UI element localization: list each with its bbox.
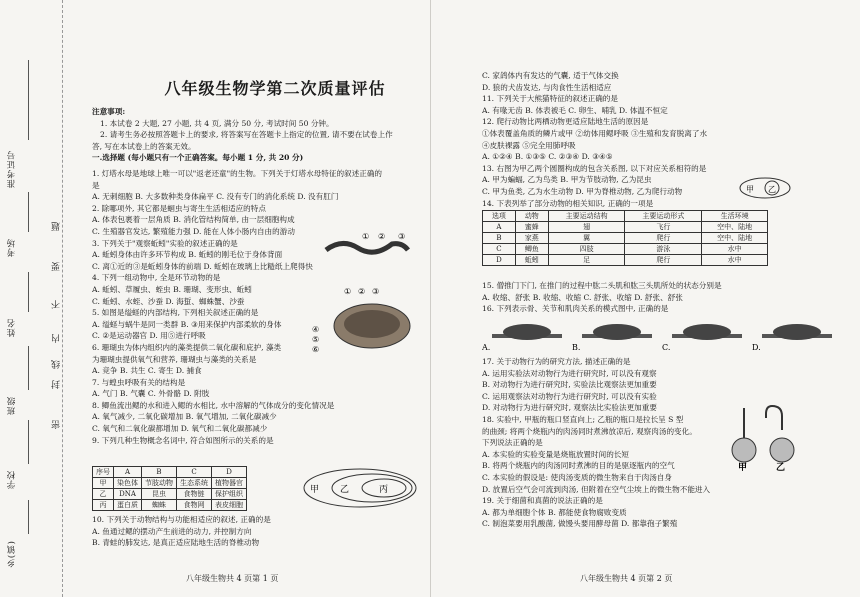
page2-questions-mid [482, 280, 842, 315]
option-label: C. [662, 343, 671, 352]
question-line: A. 蚯蚓身体由许多环节构成 B. 蚯蚓的刚毛位于身体背面 [92, 250, 283, 260]
question-line: A. 鱼通过鳃的摆动产生前进的动力, 并控制方向 [92, 526, 252, 536]
question-line: D. 放置后空气会可流到肉汤, 但附着在空气尘埃上的微生物不能进入 [482, 484, 711, 494]
fig-label: ④ [312, 325, 320, 334]
table-header: 动物 [515, 211, 548, 222]
earthworm-figure [322, 230, 412, 260]
table-cell: 足 [548, 255, 625, 266]
question-line: 19. 关于细菌和真菌的说法正确的是 [482, 496, 603, 506]
page1-notes [92, 106, 422, 164]
page1-questions-end [92, 514, 422, 549]
binding-strip [0, 0, 63, 597]
question-line: 11. 下列关于大熊猫特征的叙述正确的是 [482, 94, 618, 104]
question-line: 16. 下列表示骨、关节和肌肉关系的模式图中, 正确的是 [482, 304, 669, 314]
page-divider [430, 0, 431, 597]
table-cell: 爬行 [625, 255, 702, 266]
table-cell: 四肢 [548, 244, 625, 255]
notes-heading: 注意事项: [92, 107, 126, 116]
fill-line [28, 60, 29, 140]
question-line: A. 气门 B. 气囊 C. 外骨骼 D. 附肢 [92, 389, 210, 399]
seal-char: 线 [52, 360, 62, 369]
table-cell: 空中、陆地 [702, 233, 768, 244]
question-line: 12. 爬行动物比两栖动物更适应陆地生活的原因是 [482, 117, 649, 127]
table-cell: B [483, 233, 516, 244]
note-line: 2. 请考生务必按照答题卡上的要求, 将答案写在答题卡上指定的位置, 请不要在试卷上作 [100, 130, 393, 140]
exam-number-label: 准考证号 [7, 150, 17, 188]
table-header: 序号 [93, 467, 114, 478]
question-line: ④皮肤裸露 ⑤完全用肺呼吸 [482, 140, 576, 150]
fig-label: ② [358, 287, 366, 296]
flask-label: 甲 [738, 463, 748, 472]
table-cell: 水中 [702, 244, 768, 255]
question-line: B. 对动物行为进行研究时, 实验法比观察法更加重要 [482, 380, 657, 390]
table-cell: 翅 [548, 222, 625, 233]
page-title: 八年级生物学第二次质量评估 [164, 79, 386, 98]
question-line: 10. 下列关于动物结构与功能相适应的叙述, 正确的是 [92, 515, 271, 524]
table-header: D [212, 467, 247, 478]
table-q14 [482, 210, 768, 266]
question-line: B. 青蛙的肺发达, 是真正适应陆地生活的脊椎动物 [92, 538, 260, 548]
question-line: C. 生殖器官发达, 繁殖能力强 D. 能在人体小肠内自由的游动 [92, 226, 295, 236]
table-header: A [114, 467, 142, 478]
seal-char: 要 [52, 262, 62, 271]
flask-figure [730, 402, 800, 472]
township-label: 乡(镇) [7, 540, 17, 568]
fig-label: ② [378, 232, 386, 241]
question-line: A. 无刺细胞 B. 大多数种类身体扁平 C. 没有专门的消化系统 D. 没有肛门 [92, 192, 339, 202]
table-header: 生活环境 [702, 211, 768, 222]
table-cell: 游泳 [625, 244, 702, 255]
venn-label: 乙 [768, 185, 776, 194]
table-header: 主要运动结构 [548, 211, 625, 222]
table-cell: 飞行 [625, 222, 702, 233]
table-cell: 空中、陆地 [702, 222, 768, 233]
question-line: 15. 僧推门下门, 在推门的过程中肱二头肌和肱三头肌所处的状态分别是 [482, 281, 722, 290]
table-header: C [177, 467, 212, 478]
table-cell: 爬行 [625, 233, 702, 244]
venn-label: 甲 [310, 485, 320, 495]
venn-label: 甲 [746, 185, 754, 194]
venn-label: 丙 [379, 485, 389, 495]
question-line: 是 [92, 180, 100, 190]
fill-line [28, 346, 29, 390]
table-cell: 翼 [548, 233, 625, 244]
fig-label: ⑤ [312, 335, 320, 344]
table-cell: 食物链 [177, 489, 212, 500]
table-cell: 乙 [93, 489, 114, 500]
venn-diagram-q9 [300, 466, 420, 510]
question-line: C. 蚯蚓、水蛭、沙蚕 D. 海蜇、蜘蛛蟹、沙蚕 [92, 296, 245, 306]
seal-char: 封 [52, 380, 62, 389]
question-line: C. 家鸽体内有发达的气囊, 适于气体交换 [482, 71, 619, 80]
table-cell: 表皮细胞 [212, 500, 247, 511]
question-line: A. 都为单细胞个体 B. 都能使食物腐败变质 [482, 507, 627, 517]
fill-line [28, 272, 29, 312]
table-header: 主要运动形式 [625, 211, 702, 222]
option-label: A. [482, 343, 491, 352]
clam-figure [310, 286, 420, 358]
table-cell: 蜜蜂 [515, 222, 548, 233]
question-line: A. 收缩、舒张 B. 收缩、收缩 C. 舒张、收缩 D. 舒张、舒张 [482, 292, 683, 302]
question-line: 的曲颈; 将两个烧瓶内的肉汤同时煮沸放凉后, 观察肉汤的变化。 [482, 426, 697, 436]
seal-char: 内 [52, 334, 62, 343]
table-cell: C [483, 244, 516, 255]
muscle-joint-figures [482, 320, 842, 352]
question-line: C. 制泡菜要用乳酸菌, 做馒头要用酵母菌 D. 都靠孢子繁殖 [482, 519, 678, 529]
table-cell: D [483, 255, 516, 266]
question-line: B. 将两个烧瓶内的肉汤同时煮沸的目的是驱逐瓶内的空气 [482, 461, 675, 471]
question-line: ①体表覆盖角质的鳞片或甲 ②幼体用鳃呼吸 ③生殖和发育脱离了水 [482, 128, 708, 138]
fill-line [28, 420, 29, 464]
question-line: A. 蚯蚓、草履虫、蛭虫 B. 珊瑚、变形虫、蚯蚓 [92, 284, 252, 294]
question-line: A. 缢蛏与蜗牛是同一类群 B. ③用来保护内部柔软的身体 [92, 319, 282, 329]
section-heading: 一.选择题 (每小题只有一个正确答案。每小题 1 分, 共 20 分) [92, 153, 304, 163]
table-cell: 昆虫 [142, 489, 177, 500]
table-cell: 鲫鱼 [515, 244, 548, 255]
table-cell: 家燕 [515, 233, 548, 244]
question-line: 4. 下列一组动物中, 全是环节动物的是 [92, 273, 221, 283]
table-cell: 蛋白质 [114, 500, 142, 511]
table-cell: 食物网 [177, 500, 212, 511]
table-cell: 染色体 [114, 478, 142, 489]
question-line: 8. 鲫鱼流出鳃的水和进入鳃的水相比, 水中溶解的气体成分的变化情况是 [92, 400, 335, 410]
name-label: 姓名 [7, 318, 17, 337]
question-line: 1. 灯塔水母是地球上唯一可以"返老还童"的生物。下列关于灯塔水母特征的叙述正确的 [92, 169, 383, 178]
venn-label: 乙 [340, 485, 350, 495]
table-cell: 生态系统 [177, 478, 212, 489]
question-line: 3. 下列关于"观察蚯蚓"实验的叙述正确的是 [92, 238, 238, 248]
question-line: C. 运用观察法对动物行为进行研究时, 可以没有实验 [482, 391, 657, 401]
note-line: 1. 本试卷 2 大题, 27 小题, 共 4 页, 满分 50 分, 考试时间 50 分钟。 [100, 118, 334, 128]
question-line: C. ②是运动器官 D. 用⑤进行呼吸 [92, 331, 206, 341]
question-line: 9. 下列几种生物概念名词中, 符合如图所示的关系的是 [92, 435, 274, 445]
fill-line [28, 500, 29, 534]
question-line: 18. 实验中, 甲瓶的瓶口竖直向上; 乙瓶的瓶口是拉长呈 S 型 [482, 414, 684, 424]
table-header: 选项 [483, 211, 516, 222]
question-line: C. 本实验的假设是: 使肉汤变质的微生物来自于肉汤自身 [482, 472, 672, 482]
question-line: D. 对动物行为进行研究时, 观察法比实验法更加重要 [482, 403, 657, 413]
question-line: C. 离①近的③是蚯蚓身体的前端 D. 蚯蚓在玻璃上比糙纸上爬得快 [92, 261, 313, 271]
question-line: A. ①②④ B. ①③⑤ C. ②③④ D. ③④⑤ [482, 152, 613, 162]
exam-room-label: 考场 [7, 238, 17, 257]
question-line: 2. 除哪项外, 其它都是蛔虫与寄生生活相适应的特点 [92, 203, 266, 213]
fig-label: ③ [372, 287, 380, 296]
fig-label: ① [362, 232, 370, 241]
table-q9 [92, 466, 247, 511]
table-cell: 甲 [93, 478, 114, 489]
fig-label: ⑥ [312, 345, 320, 354]
page2-footer: 八年级生物共 4 页第 2 页 [580, 574, 673, 583]
question-line: A. 体表包裹着一层角质 B. 消化管结构简单, 由一层细胞构成 [92, 215, 295, 225]
table-cell: 节肢动物 [142, 478, 177, 489]
question-line: 为珊瑚虫提供氧气和营养, 珊瑚虫与藻类的关系是 [92, 354, 257, 364]
question-line: C. 甲为鱼类, 乙为水生动物 D. 甲为脊椎动物, 乙为爬行动物 [482, 186, 683, 196]
table-cell: 蚯蚓 [515, 255, 548, 266]
question-line: C. 氧气和二氧化碳都增加 D. 氧气和二氧化碳都减少 [92, 424, 268, 434]
question-line: 7. 与蝗虫呼吸有关的结构是 [92, 377, 186, 387]
fig-label: ① [344, 287, 352, 296]
seal-char: 不 [52, 300, 62, 309]
table-cell: 保护组织 [212, 489, 247, 500]
table-cell: 蜘蛛 [142, 500, 177, 511]
table-cell: DNA [114, 489, 142, 500]
note-line: 答, 写在本试卷上的答案无效。 [92, 141, 196, 151]
question-line: A. 甲为蝙蝠, 乙为鸟类 B. 甲为节肢动物, 乙为昆虫 [482, 175, 652, 185]
question-line: 13. 右图为甲乙两个圆圈构成的包含关系图, 以下对应关系相符的是 [482, 163, 707, 173]
table-cell: 植物器官 [212, 478, 247, 489]
question-line: 5. 如图是缢蛏的内部结构, 下列相关叙述正确的是 [92, 308, 259, 318]
venn-diagram-q13 [738, 176, 792, 200]
question-line: A. 有喙无齿 B. 体表被毛 C. 卵生、哺乳 D. 体温不恒定 [482, 105, 668, 115]
table-cell: 水中 [702, 255, 768, 266]
table-cell: 丙 [93, 500, 114, 511]
page1-footer: 八年级生物共 4 页第 1 页 [186, 574, 279, 583]
option-label: D. [752, 343, 761, 352]
question-line: A. 氧气减少, 二氧化碳增加 B. 氧气增加, 二氧化碳减少 [92, 412, 277, 422]
question-line: 14. 下表列举了部分动物的相关知识, 正确的一项是 [482, 198, 654, 208]
seal-char: 题 [52, 222, 62, 231]
seal-char: 密 [52, 420, 62, 429]
flask-label: 乙 [776, 463, 786, 472]
question-line: D. 狼的犬齿发达, 与肉食性生活相适应 [482, 82, 612, 92]
school-label: 学校 [7, 470, 17, 489]
question-line: A. 竞争 B. 共生 C. 寄生 D. 捕食 [92, 366, 202, 376]
question-line: A. 本实验的实验变量是烧瓶放置时间的长短 [482, 449, 629, 459]
question-line: 6. 珊瑚虫为体内组织内的藻类提供二氧化碳和庇护, 藻类 [92, 342, 282, 352]
question-line: A. 运用实验法对动物行为进行研究时, 可以没有观察 [482, 368, 657, 378]
class-label: 班级 [7, 396, 17, 415]
fig-label: ③ [398, 232, 406, 241]
table-cell: A [483, 222, 516, 233]
question-line: 17. 关于动物行为的研究方法, 描述正确的是 [482, 357, 631, 366]
table-header: B [142, 467, 177, 478]
option-label: B. [572, 343, 581, 352]
fill-line [28, 192, 29, 232]
question-line: 下列说法正确的是 [482, 438, 543, 448]
